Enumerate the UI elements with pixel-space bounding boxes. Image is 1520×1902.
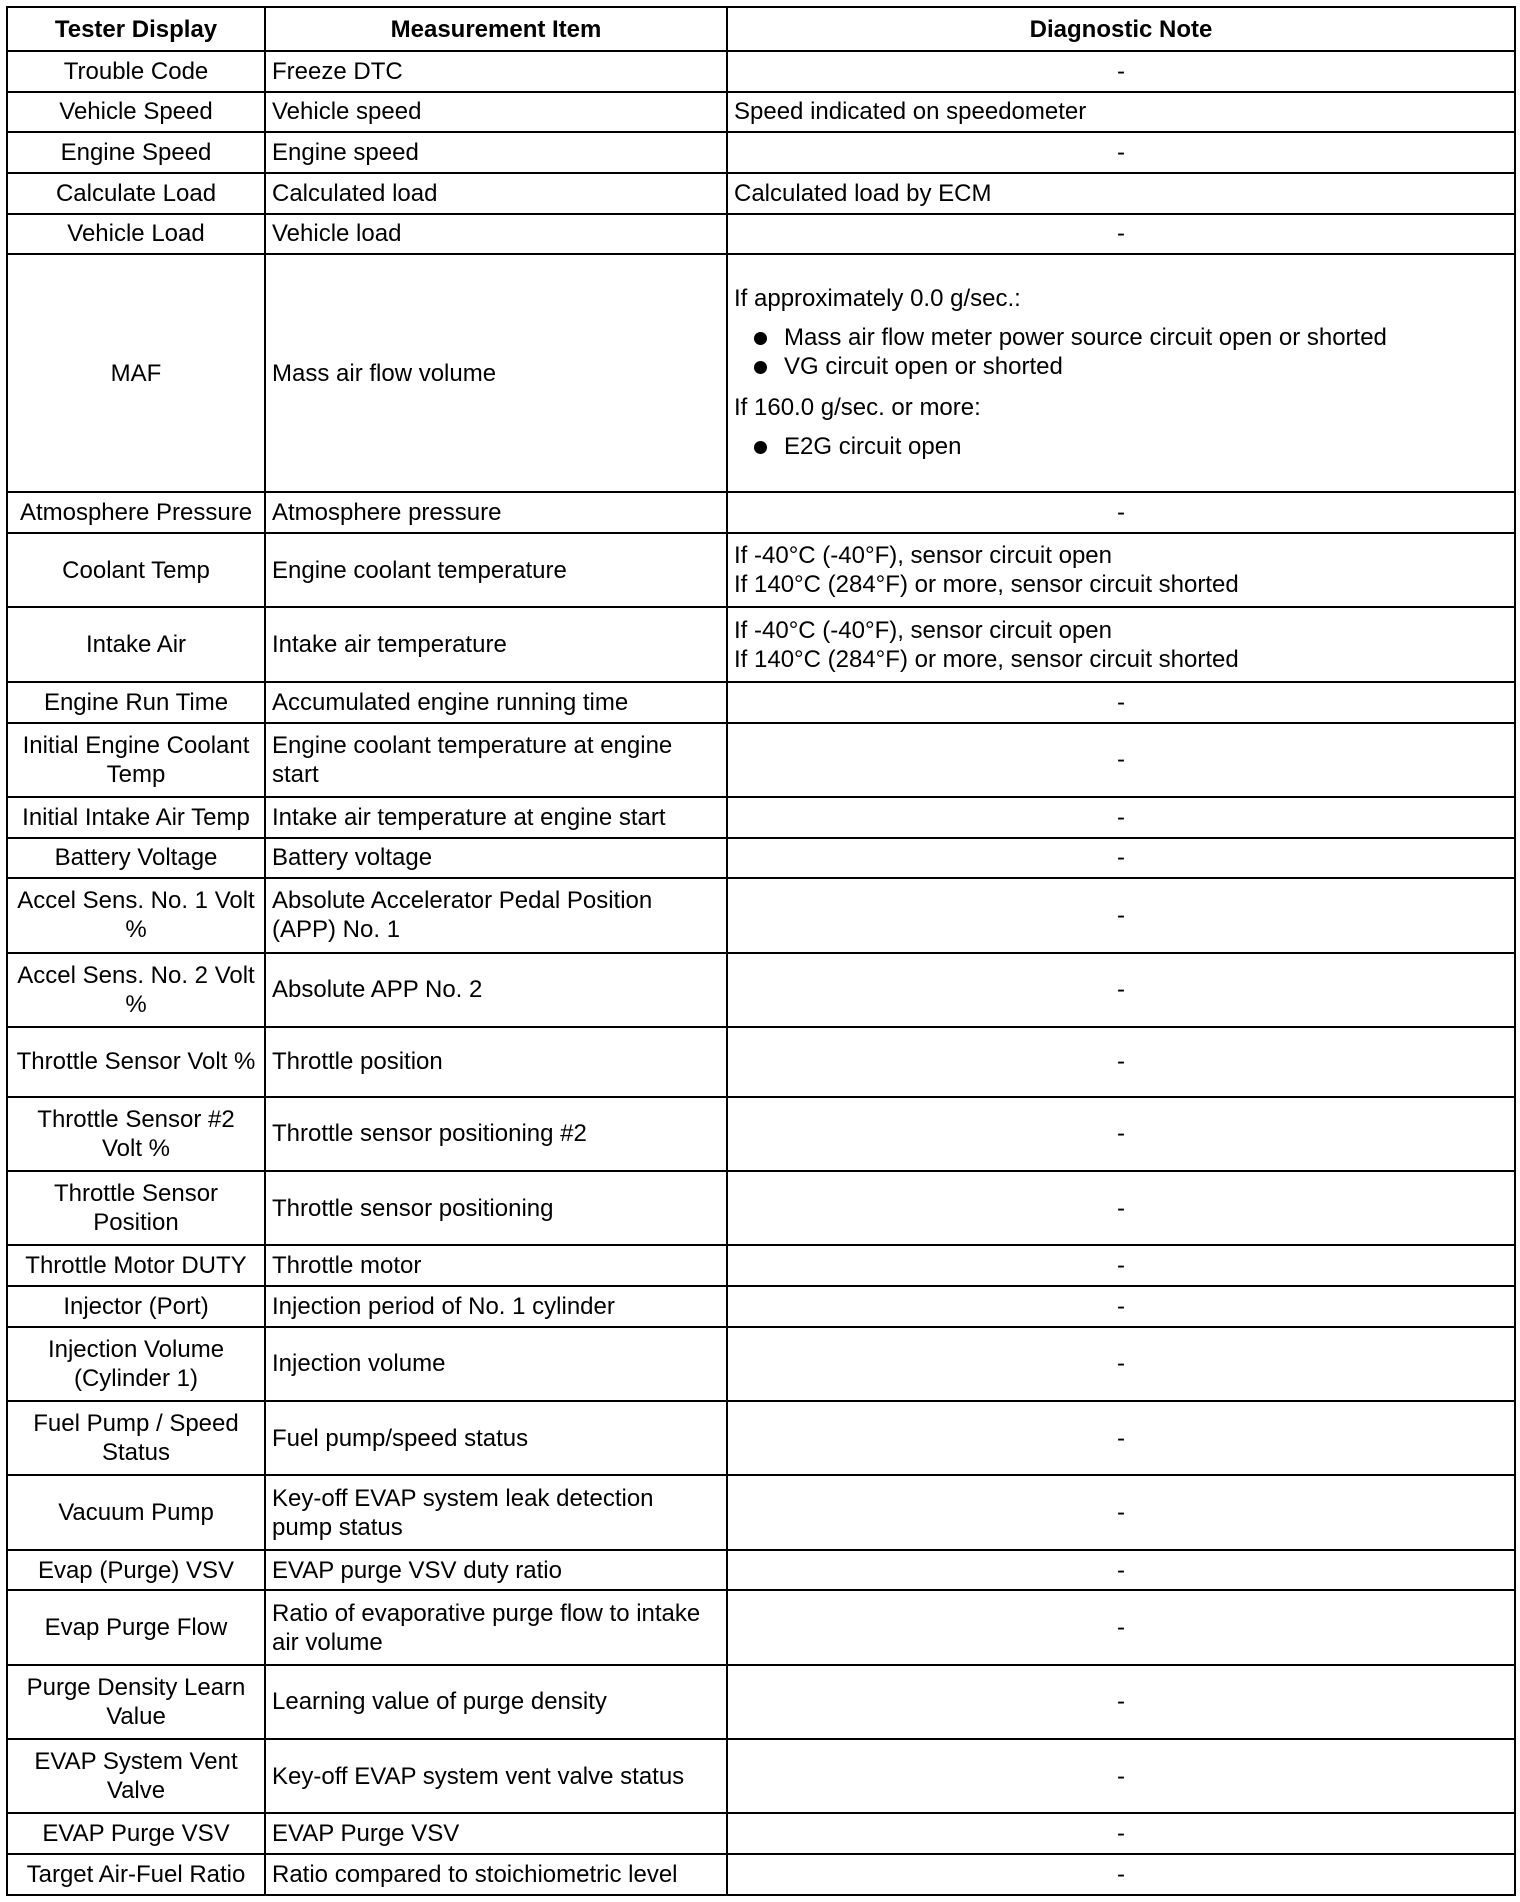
measurement-item-cell: Engine speed <box>265 132 727 173</box>
header-diagnostic-note: Diagnostic Note <box>727 7 1515 51</box>
header-row <box>7 7 1515 51</box>
table-row <box>7 92 1515 133</box>
diagnostic-note-cell: - <box>727 682 1515 723</box>
tester-display-cell: Engine Run Time <box>7 682 265 723</box>
table-row <box>7 1665 1515 1739</box>
table-row <box>7 214 1515 255</box>
tester-display-cell: Accel Sens. No. 1 Volt % <box>7 878 265 952</box>
diagnostic-note-cell: - <box>727 1286 1515 1327</box>
tester-display-cell: Purge Density Learn Value <box>7 1665 265 1739</box>
note-line: If 140°C (284°F) or more, sensor circuit shorted <box>734 571 1239 599</box>
tester-display-cell: MAF <box>7 254 265 492</box>
diagnostic-note-cell: - <box>727 1245 1515 1286</box>
table-row <box>7 1854 1515 1895</box>
diagnostic-note-cell: - <box>727 797 1515 838</box>
tester-display-cell: Initial Engine Coolant Temp <box>7 723 265 797</box>
tester-display-cell: Throttle Sensor #2 Volt % <box>7 1097 265 1171</box>
diagnostic-note-cell: - <box>727 723 1515 797</box>
diagnostic-note-cell: Speed indicated on speedometer <box>727 92 1515 133</box>
table-row <box>7 173 1515 214</box>
note-bullet-text: Mass air flow meter power source circuit open or shorted <box>784 323 1387 351</box>
table-row <box>7 682 1515 723</box>
note-paragraph: If approximately 0.0 g/sec.: <box>734 284 1021 312</box>
tester-display-cell: Intake Air <box>7 607 265 681</box>
note-line: If -40°C (-40°F), sensor circuit open <box>734 616 1112 644</box>
header-tester-display: Tester Display <box>7 7 265 51</box>
note-bullet-list <box>734 432 1508 461</box>
measurement-item-cell: Atmosphere pressure <box>265 492 727 533</box>
measurement-item-cell: Intake air temperature at engine start <box>265 797 727 838</box>
tester-display-cell: Fuel Pump / Speed Status <box>7 1401 265 1475</box>
diagnostic-note-cell: - <box>727 1097 1515 1171</box>
note-bullet-item <box>754 352 1508 381</box>
note-line: If -40°C (-40°F), sensor circuit open <box>734 542 1112 570</box>
tester-display-cell: EVAP Purge VSV <box>7 1813 265 1854</box>
measurement-item-cell: Ratio compared to stoichiometric level <box>265 1854 727 1895</box>
tester-display-cell: Atmosphere Pressure <box>7 492 265 533</box>
table-row <box>7 1245 1515 1286</box>
measurement-item-cell: Injection period of No. 1 cylinder <box>265 1286 727 1327</box>
tester-display-cell: Calculate Load <box>7 173 265 214</box>
tester-display-cell: Throttle Motor DUTY <box>7 1245 265 1286</box>
diagnostic-note-cell: - <box>727 1813 1515 1854</box>
diagnostic-note-cell: - <box>727 1665 1515 1739</box>
measurement-item-cell: Accumulated engine running time <box>265 682 727 723</box>
diagnostic-note-cell: - <box>727 1854 1515 1895</box>
diagnostic-note-cell: - <box>727 1401 1515 1475</box>
table-row <box>7 1550 1515 1591</box>
diagnostic-note-cell: - <box>727 492 1515 533</box>
tester-display-cell: EVAP System Vent Valve <box>7 1739 265 1813</box>
measurement-item-cell: Engine coolant temperature at engine start <box>265 723 727 797</box>
measurement-item-cell: Intake air temperature <box>265 607 727 681</box>
diagnostic-note-cell: - <box>727 1739 1515 1813</box>
table-row <box>7 953 1515 1027</box>
tester-display-cell: Engine Speed <box>7 132 265 173</box>
measurement-item-cell: EVAP purge VSV duty ratio <box>265 1550 727 1591</box>
diagnostic-note-cell: - <box>727 953 1515 1027</box>
table-row <box>7 1401 1515 1475</box>
tester-display-cell: Evap (Purge) VSV <box>7 1550 265 1591</box>
tester-display-cell: Throttle Sensor Position <box>7 1171 265 1245</box>
measurement-item-cell: Absolute Accelerator Pedal Position (APP) No. 1 <box>265 878 727 952</box>
note-bullet-item <box>754 432 1508 461</box>
diagnostic-note-cell: - <box>727 51 1515 92</box>
diagnostic-note-cell <box>727 607 1515 681</box>
tester-display-cell: Vehicle Load <box>7 214 265 255</box>
data-list-table <box>6 6 1516 1896</box>
table-row <box>7 607 1515 681</box>
diagnostic-note-cell: - <box>727 1327 1515 1401</box>
table-row <box>7 878 1515 952</box>
table-row <box>7 723 1515 797</box>
table-row <box>7 1813 1515 1854</box>
diagnostic-note-cell: - <box>727 1171 1515 1245</box>
measurement-item-cell: Throttle motor <box>265 1245 727 1286</box>
bullet-icon <box>754 361 767 374</box>
measurement-item-cell: Vehicle load <box>265 214 727 255</box>
measurement-item-cell: Throttle sensor positioning #2 <box>265 1097 727 1171</box>
table-row <box>7 492 1515 533</box>
table-row <box>7 1097 1515 1171</box>
tester-display-cell: Battery Voltage <box>7 838 265 879</box>
measurement-item-cell: Battery voltage <box>265 838 727 879</box>
measurement-item-cell: Ratio of evaporative purge flow to intake air volume <box>265 1590 727 1664</box>
measurement-item-cell: Absolute APP No. 2 <box>265 953 727 1027</box>
diagnostic-note-cell: - <box>727 1027 1515 1097</box>
table-row <box>7 1327 1515 1401</box>
measurement-item-cell: Injection volume <box>265 1327 727 1401</box>
tester-display-cell: Evap Purge Flow <box>7 1590 265 1664</box>
table-row <box>7 1739 1515 1813</box>
diagnostic-note-cell: - <box>727 1550 1515 1591</box>
measurement-item-cell: Mass air flow volume <box>265 254 727 492</box>
diagnostic-note-cell <box>727 533 1515 607</box>
diagnostic-note-cell: - <box>727 132 1515 173</box>
note-bullet-text: VG circuit open or shorted <box>784 352 1063 380</box>
measurement-item-cell: Learning value of purge density <box>265 1665 727 1739</box>
bullet-icon <box>754 332 767 345</box>
tester-display-cell: Vacuum Pump <box>7 1475 265 1549</box>
measurement-item-cell: Throttle position <box>265 1027 727 1097</box>
measurement-item-cell: Calculated load <box>265 173 727 214</box>
table-row <box>7 51 1515 92</box>
note-bullet-text: E2G circuit open <box>784 432 962 460</box>
table-row <box>7 132 1515 173</box>
measurement-item-cell: Key-off EVAP system vent valve status <box>265 1739 727 1813</box>
measurement-item-cell: Key-off EVAP system leak detection pump status <box>265 1475 727 1549</box>
tester-display-cell: Injector (Port) <box>7 1286 265 1327</box>
diagnostic-note-cell <box>727 254 1515 492</box>
diagnostic-note-cell: - <box>727 878 1515 952</box>
table-row <box>7 797 1515 838</box>
table-row <box>7 533 1515 607</box>
tester-display-cell: Target Air-Fuel Ratio <box>7 1854 265 1895</box>
tester-display-cell: Coolant Temp <box>7 533 265 607</box>
table-body <box>7 51 1515 1895</box>
tester-display-cell: Initial Intake Air Temp <box>7 797 265 838</box>
diagnostic-note-cell: - <box>727 1475 1515 1549</box>
diagnostic-note-cell: - <box>727 838 1515 879</box>
measurement-item-cell: Throttle sensor positioning <box>265 1171 727 1245</box>
measurement-item-cell: Vehicle speed <box>265 92 727 133</box>
diagnostic-note-cell: - <box>727 214 1515 255</box>
tester-display-cell: Accel Sens. No. 2 Volt % <box>7 953 265 1027</box>
diagnostic-note-cell: - <box>727 1590 1515 1664</box>
table-header <box>7 7 1515 51</box>
bullet-icon <box>754 441 767 454</box>
measurement-item-cell: Freeze DTC <box>265 51 727 92</box>
diagnostic-note-cell: Calculated load by ECM <box>727 173 1515 214</box>
table-row <box>7 1171 1515 1245</box>
table-row <box>7 838 1515 879</box>
tester-display-cell: Injection Volume (Cylinder 1) <box>7 1327 265 1401</box>
measurement-item-cell: EVAP Purge VSV <box>265 1813 727 1854</box>
header-measurement-item: Measurement Item <box>265 7 727 51</box>
note-bullet-item <box>754 323 1508 352</box>
tester-display-cell: Trouble Code <box>7 51 265 92</box>
table-row <box>7 1590 1515 1664</box>
table-row <box>7 1286 1515 1327</box>
tester-display-cell: Vehicle Speed <box>7 92 265 133</box>
note-bullet-list <box>734 323 1508 381</box>
measurement-item-cell: Engine coolant temperature <box>265 533 727 607</box>
note-line: If 140°C (284°F) or more, sensor circuit shorted <box>734 645 1239 673</box>
table-row <box>7 254 1515 492</box>
table-row <box>7 1027 1515 1097</box>
tester-display-cell: Throttle Sensor Volt % <box>7 1027 265 1097</box>
table-row <box>7 1475 1515 1549</box>
measurement-item-cell: Fuel pump/speed status <box>265 1401 727 1475</box>
note-paragraph: If 160.0 g/sec. or more: <box>734 393 981 421</box>
